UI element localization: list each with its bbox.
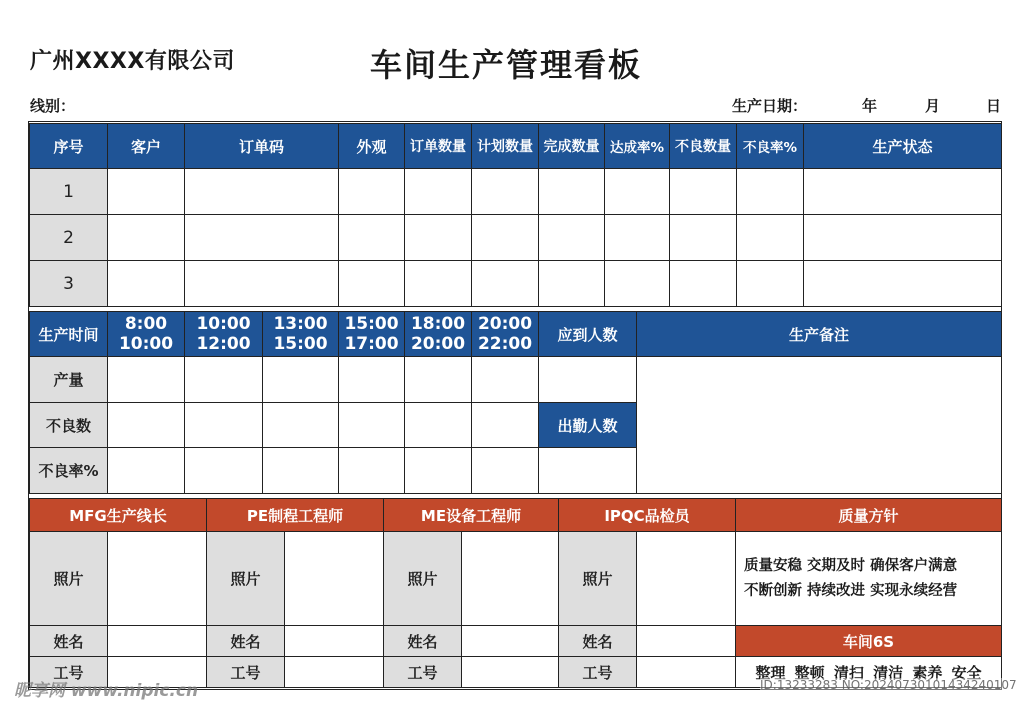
site-watermark: 昵享网 www.nipic.cn xyxy=(14,681,199,701)
name-label: 姓名 xyxy=(559,626,637,657)
staff-table xyxy=(29,498,1002,688)
role-mfg-line-leader: MFG生产线长 xyxy=(30,499,207,532)
six-s-items: 整理 整顿 清扫 清洁 素养 安全 xyxy=(736,657,1002,688)
name-value xyxy=(285,626,384,657)
header-order-code: 订单码 xyxy=(185,124,339,169)
photo-label: 照片 xyxy=(559,532,637,626)
slot-start: 15:00 xyxy=(344,314,399,334)
cell xyxy=(804,215,1002,261)
cell xyxy=(185,448,263,494)
cell xyxy=(539,169,605,215)
id-label: 工号 xyxy=(207,657,285,688)
cell xyxy=(108,448,185,494)
id-label: 工号 xyxy=(384,657,462,688)
slot-end: 20:00 xyxy=(410,334,466,354)
line-label: 线别： xyxy=(30,97,76,115)
slot-start: 20:00 xyxy=(477,314,533,334)
id-value xyxy=(462,657,559,688)
slot-start: 10:00 xyxy=(196,314,251,334)
cell xyxy=(405,215,472,261)
cell xyxy=(539,215,605,261)
slot-end: 15:00 xyxy=(273,334,328,354)
cell xyxy=(108,215,185,261)
cell xyxy=(185,357,263,403)
slot-start: 8:00 xyxy=(124,314,168,334)
photo-area xyxy=(285,532,384,626)
cell xyxy=(737,215,804,261)
slot-end: 22:00 xyxy=(477,334,533,354)
production-notes-label: 生产备注 xyxy=(637,312,1002,357)
cell xyxy=(339,261,405,307)
board-title: 车间生产管理看板 xyxy=(370,46,643,84)
company-name: 广州XXXX有限公司 xyxy=(30,49,235,74)
name-label: 姓名 xyxy=(207,626,285,657)
header-status: 生产状态 xyxy=(804,124,1002,169)
time-slot xyxy=(263,312,339,357)
expected-staff-label: 应到人数 xyxy=(539,312,637,357)
table-row xyxy=(30,261,1002,307)
cell xyxy=(108,357,185,403)
slot-end: 10:00 xyxy=(118,334,174,354)
header-appearance: 外观 xyxy=(339,124,405,169)
slot-end: 12:00 xyxy=(196,334,251,354)
cell xyxy=(108,403,185,448)
cell xyxy=(605,169,670,215)
header-defect-rate: 不良率% xyxy=(737,124,804,169)
cell xyxy=(472,448,539,494)
name-value xyxy=(108,626,207,657)
cell xyxy=(339,448,405,494)
production-date-label: 生产日期： xyxy=(732,97,808,115)
id-value xyxy=(637,657,736,688)
cell xyxy=(108,169,185,215)
photo-label: 照片 xyxy=(384,532,462,626)
cell xyxy=(472,403,539,448)
cell xyxy=(263,403,339,448)
defect-rate-label: 不良率% xyxy=(30,448,108,494)
cell xyxy=(737,261,804,307)
month-label: 月 xyxy=(925,97,941,115)
cell xyxy=(405,403,472,448)
table-row xyxy=(30,215,1002,261)
cell xyxy=(339,169,405,215)
cell xyxy=(185,169,339,215)
quality-policy-title: 质量方针 xyxy=(736,499,1002,532)
cell xyxy=(737,169,804,215)
cell xyxy=(472,215,539,261)
name-value xyxy=(462,626,559,657)
role-pe-engineer: PE制程工程师 xyxy=(207,499,384,532)
cell xyxy=(539,448,637,494)
cell xyxy=(605,261,670,307)
time-slot xyxy=(185,312,263,357)
time-slot xyxy=(472,312,539,357)
slot-end: 17:00 xyxy=(344,334,399,354)
name-label: 姓名 xyxy=(384,626,462,657)
id-watermark: ID:13233283 NO:20240730101434240107 xyxy=(760,678,1017,692)
photo-label: 照片 xyxy=(30,532,108,626)
day-label: 日 xyxy=(986,97,1002,115)
role-me-engineer: ME设备工程师 xyxy=(384,499,559,532)
cell xyxy=(472,169,539,215)
photo-area xyxy=(462,532,559,626)
slot-start: 13:00 xyxy=(273,314,328,334)
cell xyxy=(108,261,185,307)
cell xyxy=(339,215,405,261)
cell xyxy=(670,261,737,307)
cell xyxy=(405,169,472,215)
hourly-table xyxy=(29,311,1002,494)
cell xyxy=(405,261,472,307)
header-customer: 客户 xyxy=(108,124,185,169)
cell xyxy=(339,403,405,448)
header-achieve-rate: 达成率% xyxy=(605,124,670,169)
time-slot xyxy=(108,312,185,357)
header-plan-qty: 计划数量 xyxy=(472,124,539,169)
cell xyxy=(804,169,1002,215)
cell xyxy=(405,448,472,494)
cell xyxy=(339,357,405,403)
id-label: 工号 xyxy=(559,657,637,688)
workshop-6s-title: 车间6S xyxy=(736,626,1002,657)
id-value xyxy=(285,657,384,688)
cell xyxy=(804,261,1002,307)
table-row xyxy=(30,357,1002,403)
cell xyxy=(605,215,670,261)
id-label: 工号 xyxy=(30,657,108,688)
table-row xyxy=(30,169,1002,215)
present-staff-label: 出勤人数 xyxy=(539,403,637,448)
cell xyxy=(539,357,637,403)
cell xyxy=(539,261,605,307)
cell xyxy=(185,403,263,448)
defect-count-label: 不良数 xyxy=(30,403,108,448)
time-slot xyxy=(339,312,405,357)
name-label: 姓名 xyxy=(30,626,108,657)
order-table xyxy=(29,123,1002,307)
year-label: 年 xyxy=(862,97,878,115)
header-defect-qty: 不良数量 xyxy=(670,124,737,169)
photo-area xyxy=(637,532,736,626)
policy-line: 质量安稳 交期及时 确保客户满意 xyxy=(744,557,958,574)
role-ipqc-inspector: IPQC品检员 xyxy=(559,499,736,532)
policy-line: 不断创新 持续改进 实现永续经营 xyxy=(744,582,958,599)
cell xyxy=(263,448,339,494)
row-number: 2 xyxy=(30,215,108,261)
photo-area xyxy=(108,532,207,626)
cell xyxy=(670,169,737,215)
notes-area xyxy=(637,357,1002,494)
output-label: 产量 xyxy=(30,357,108,403)
cell xyxy=(263,357,339,403)
cell xyxy=(185,215,339,261)
cell xyxy=(670,215,737,261)
cell xyxy=(185,261,339,307)
header-done-qty: 完成数量 xyxy=(539,124,605,169)
quality-policy-text xyxy=(736,532,1002,626)
name-value xyxy=(637,626,736,657)
slot-start: 18:00 xyxy=(410,314,466,334)
cell xyxy=(472,261,539,307)
production-time-label: 生产时间 xyxy=(30,312,108,357)
photo-label: 照片 xyxy=(207,532,285,626)
time-slot xyxy=(405,312,472,357)
header-seq: 序号 xyxy=(30,124,108,169)
cell xyxy=(472,357,539,403)
row-number: 1 xyxy=(30,169,108,215)
cell xyxy=(405,357,472,403)
header-order-qty: 订单数量 xyxy=(405,124,472,169)
row-number: 3 xyxy=(30,261,108,307)
